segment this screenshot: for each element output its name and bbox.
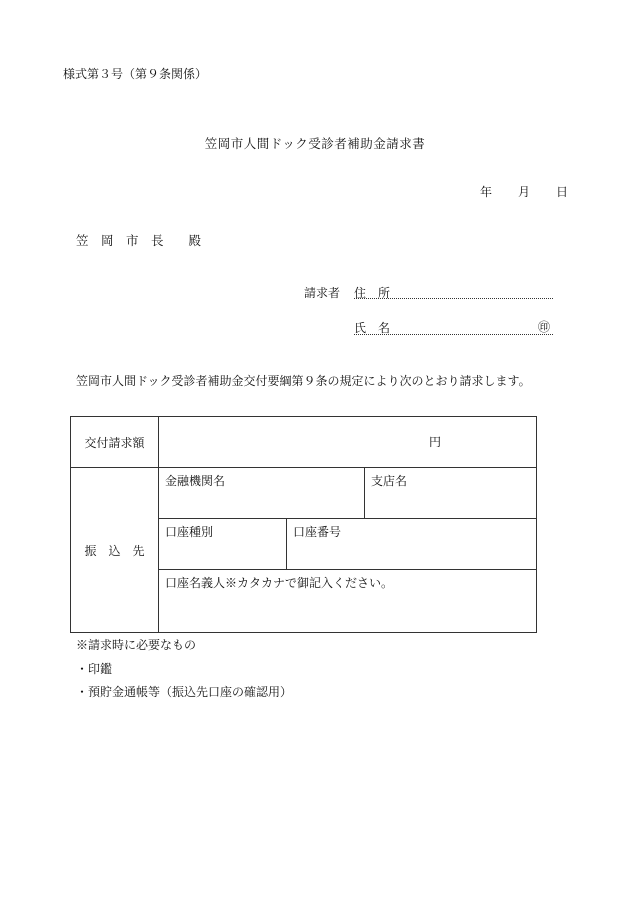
account-number-label: 口座番号 [293,525,342,539]
date-day-label: 日 [556,185,569,199]
account-number-field[interactable] [287,519,537,570]
notes-title: ※請求時に必要なもの [76,638,197,652]
bank-row [71,468,537,519]
branch-name-field[interactable] [365,468,537,519]
account-holder-field[interactable] [159,570,537,633]
amount-label-cell [71,417,159,468]
name-label: 氏 名 [354,321,391,335]
addressee: 笠 岡 市 長 殿 [76,233,202,248]
amount-row [71,417,537,468]
request-form-table [70,416,537,633]
account-type-label: 口座種別 [165,525,214,539]
date-month-label: 月 [518,185,531,199]
date-year-label: 年 [480,185,493,199]
note-item-seal: ・印鑑 [76,662,113,676]
claimant-label: 請求者 [304,286,341,300]
seal-mark: ㊞ [538,320,551,334]
transfer-label-cell [71,468,159,633]
account-holder-label: 口座名義人※カタカナで御記入ください。 [165,576,394,590]
form-number: 様式第３号（第９条関係） [63,67,208,81]
address-field[interactable] [354,298,553,299]
note-item-passbook: ・預貯金通帳等（振込先口座の確認用） [76,685,293,699]
name-field[interactable] [354,334,553,335]
transfer-label: 振 込 先 [84,543,145,558]
bank-name-label: 金融機関名 [165,474,226,488]
account-type-field[interactable] [159,519,287,570]
document-title: 笠岡市人間ドック受診者補助金請求書 [204,136,426,151]
branch-name-label: 支店名 [371,474,408,488]
request-statement: 笠岡市人間ドック受診者補助金交付要綱第９条の規定により次のとおり請求します。 [76,374,531,388]
address-label: 住 所 [354,286,391,300]
yen-unit: 円 [429,435,442,449]
bank-name-field[interactable] [159,468,365,519]
amount-label: 交付請求額 [84,435,145,450]
amount-field[interactable] [159,417,537,468]
